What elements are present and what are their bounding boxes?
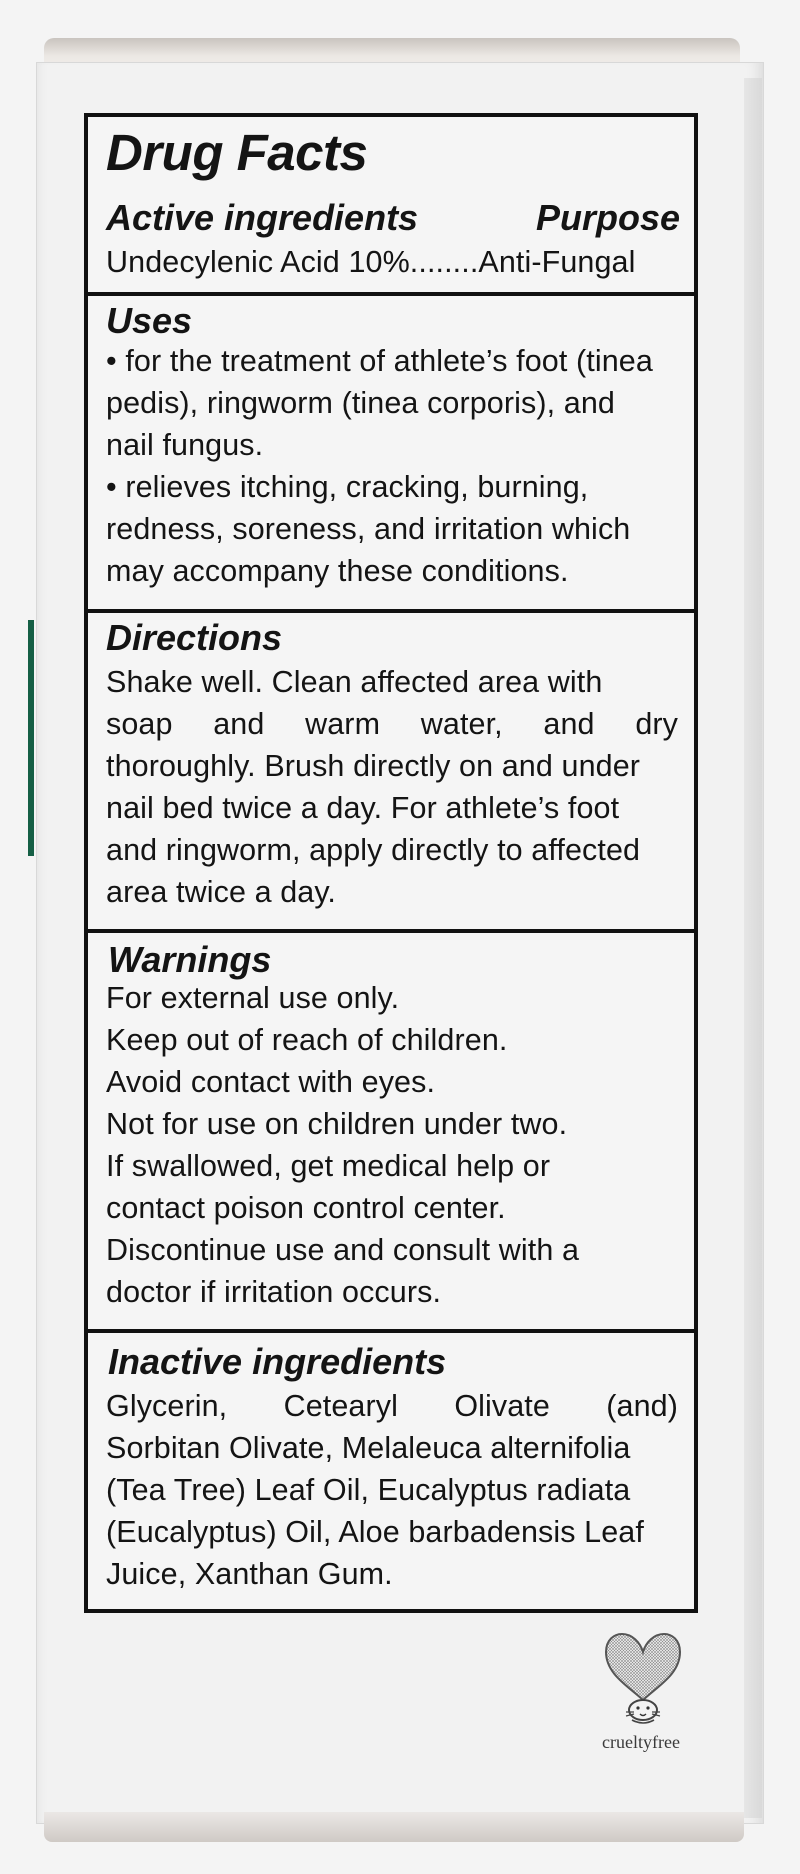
inactive-line: (Tea Tree) Leaf Oil, Eucalyptus radiata <box>106 1473 631 1507</box>
directions-line: area twice a day. <box>106 875 337 909</box>
cruelty-free-label: crueltyfree <box>602 1732 680 1752</box>
warnings-line: contact poison control center. <box>106 1191 506 1225</box>
uses-section <box>88 296 694 609</box>
directions-line: soap and warm water, and dry <box>106 707 678 741</box>
directions-line: nail bed twice a day. For athlete’s foot <box>106 791 620 825</box>
inactive-line: (Eucalyptus) Oil, Aloe barbadensis Leaf <box>106 1515 644 1549</box>
drug-facts-title: Drug Facts <box>106 124 368 181</box>
box-right-edge <box>744 78 762 1818</box>
warnings-line: Keep out of reach of children. <box>106 1023 508 1057</box>
drug-facts-header <box>88 117 694 292</box>
inactive-line: Sorbitan Olivate, Melaleuca alternifolia <box>106 1431 631 1465</box>
warnings-heading: Warnings <box>108 939 272 980</box>
directions-line: thoroughly. Brush directly on and under <box>106 749 641 783</box>
uses-line: may accompany these conditions. <box>106 554 569 588</box>
cruelty-free-bunny-icon <box>598 1628 688 1728</box>
active-ingredient-row <box>106 241 678 283</box>
directions-section <box>88 613 694 929</box>
warnings-line: Not for use on children under two. <box>106 1107 568 1141</box>
uses-line: nail fungus. <box>106 428 264 462</box>
box-bottom-flap <box>44 1812 744 1842</box>
uses-line: redness, soreness, and irritation which <box>106 512 631 546</box>
uses-line: pedis), ringworm (tinea corporis), and <box>106 386 615 420</box>
active-ingredient-name: Undecylenic Acid 10% <box>106 245 410 279</box>
directions-line: and ringworm, apply directly to affected <box>106 833 641 867</box>
drug-facts-panel <box>84 113 698 1613</box>
inactive-ingredients-section <box>88 1333 694 1609</box>
purpose-value: Anti-Fungal <box>478 245 636 279</box>
warnings-section <box>88 933 694 1329</box>
inactive-ingredients-heading: Inactive ingredients <box>108 1341 447 1382</box>
purpose-heading: Purpose <box>535 197 680 238</box>
warnings-line: Avoid contact with eyes. <box>106 1065 436 1099</box>
warnings-line: Discontinue use and consult with a <box>106 1233 580 1267</box>
warnings-line: For external use only. <box>106 981 400 1015</box>
directions-line: Shake well. Clean affected area with <box>106 665 603 699</box>
uses-line: • for the treatment of athlete’s foot (tinea <box>106 344 653 378</box>
inactive-line: Juice, Xanthan Gum. <box>106 1557 393 1591</box>
directions-heading: Directions <box>106 617 283 658</box>
leader-dots: ........ <box>409 245 479 279</box>
active-ingredients-heading: Active ingredients <box>106 197 419 238</box>
uses-heading: Uses <box>106 300 193 341</box>
warnings-line: If swallowed, get medical help or <box>106 1149 551 1183</box>
box-front-edge-strip <box>28 620 34 856</box>
inactive-line: Glycerin, Cetearyl Olivate (and) <box>106 1389 678 1423</box>
uses-line: • relieves itching, cracking, burning, <box>106 470 589 504</box>
warnings-line: doctor if irritation occurs. <box>106 1275 442 1309</box>
